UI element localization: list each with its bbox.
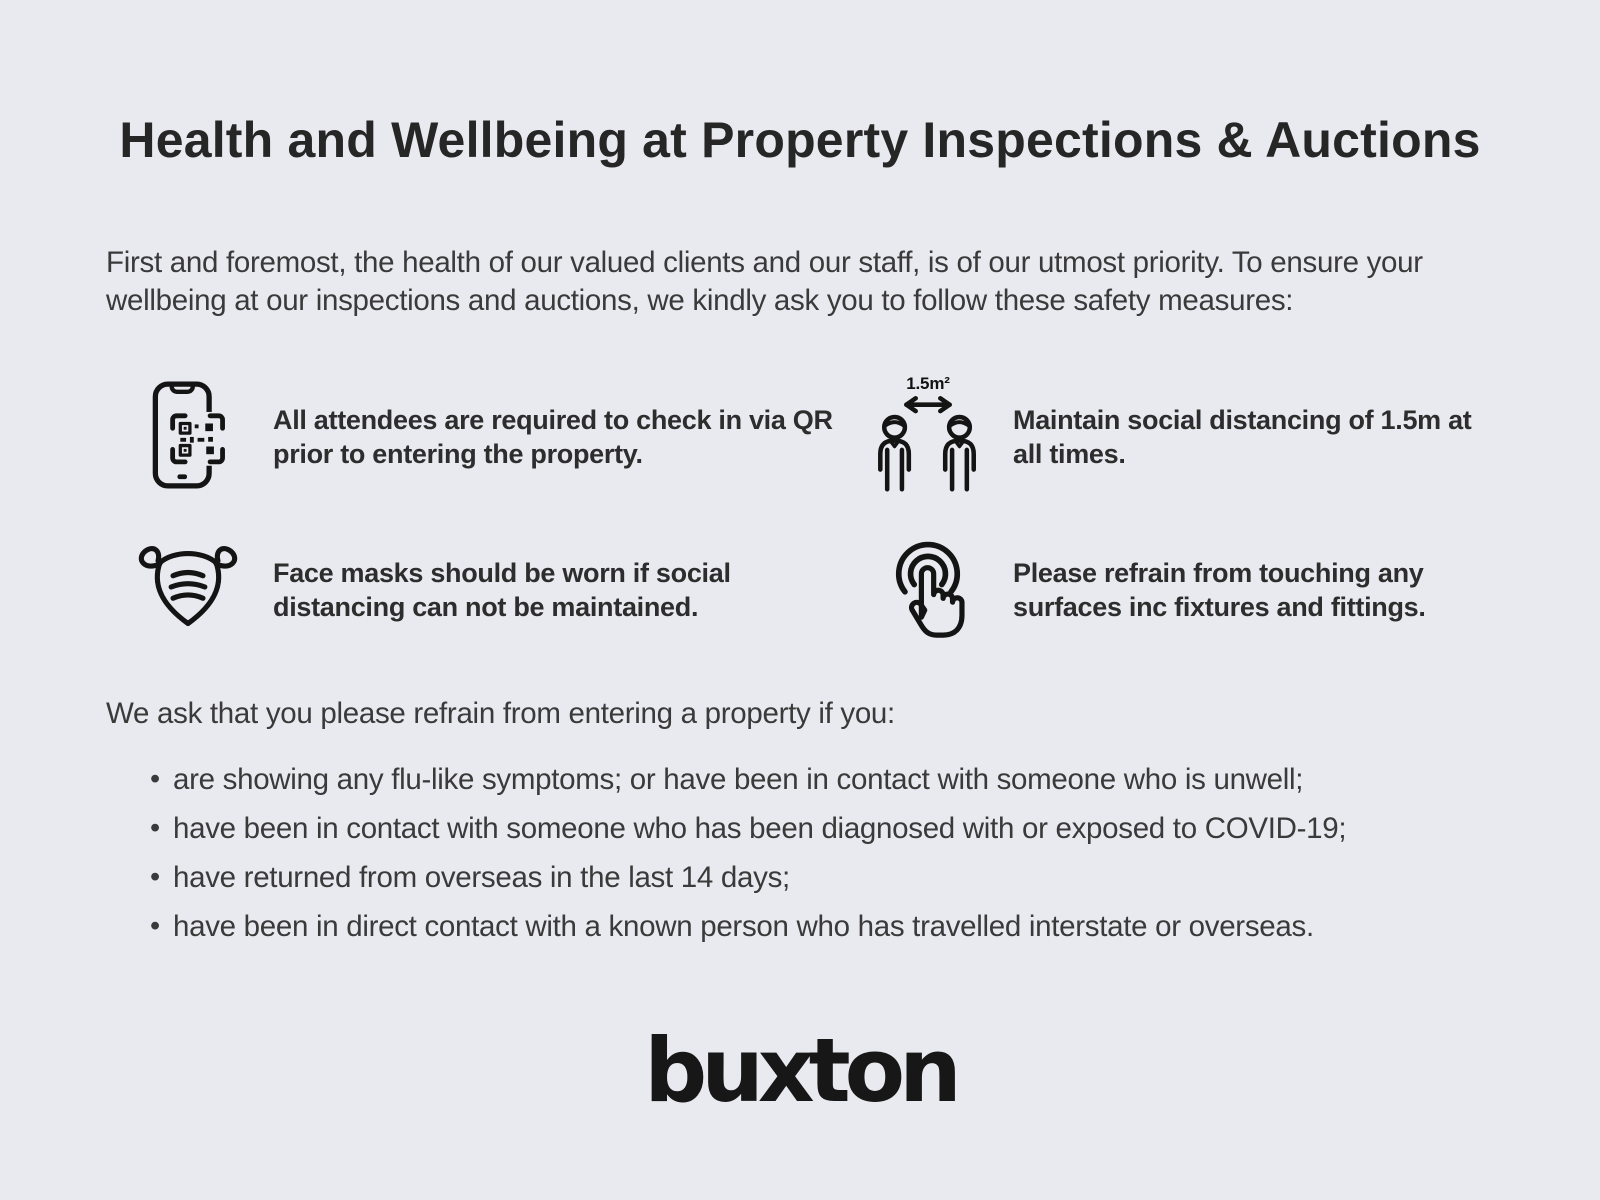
distance-label: 1.5m² <box>906 374 950 393</box>
measure-qr-checkin <box>133 374 873 500</box>
measure-social-distancing <box>873 374 1560 500</box>
social-distance-icon <box>869 395 987 500</box>
page-title: Health and Wellbeing at Property Inspections & Auctions <box>119 112 1481 168</box>
phone-qr-icon <box>140 379 236 496</box>
refrain-list <box>106 755 1540 951</box>
refrain-item: • have been in contact with someone who has been diagnosed with or exposed to COVID-19; <box>106 804 1540 853</box>
touch-icon <box>878 534 978 645</box>
refrain-section <box>106 697 1540 951</box>
refrain-item: • are showing any flu-like symptoms; or have been in contact with someone who is unwell; <box>106 755 1540 804</box>
face-mask-icon <box>129 542 247 637</box>
measure-text: All attendees are required to check in via QR prior to entering the property. <box>273 405 833 469</box>
intro-paragraph: First and foremost, the health of our valued clients and our staff, is of our utmost priority. To ensure your wellbeing at our inspections and auctions, we kindly ask you to follow these safety measures: <box>106 246 1423 317</box>
refrain-item: • have returned from overseas in the last 14 days; <box>106 853 1540 902</box>
buxton-logo: buxton <box>644 1019 956 1122</box>
refrain-item: • have been in direct contact with a known person who has travelled interstate or overseas. <box>106 902 1540 951</box>
measure-text: Maintain social distancing of 1.5m at all times. <box>1013 405 1472 469</box>
measure-no-touching <box>873 534 1560 645</box>
measure-text: Please refrain from touching any surfaces inc fixtures and fittings. <box>1013 557 1426 622</box>
measure-text: Face masks should be worn if social distancing can not be maintained. <box>273 557 731 622</box>
refrain-heading: We ask that you please refrain from entering a property if you: <box>106 697 895 730</box>
safety-measures-grid <box>133 374 1560 645</box>
measure-face-masks <box>133 534 873 645</box>
